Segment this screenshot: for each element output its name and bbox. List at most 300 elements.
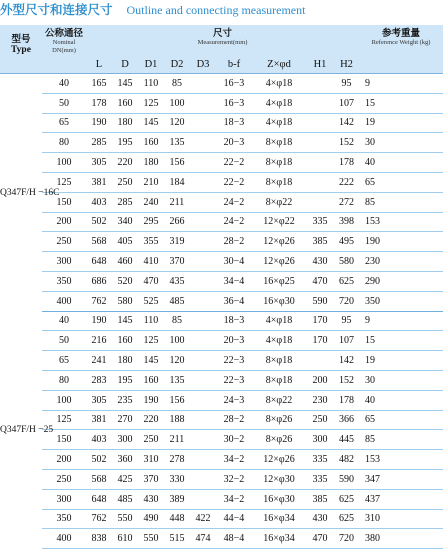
table-cell: 482 bbox=[334, 450, 359, 470]
table-cell: 145 bbox=[112, 74, 138, 94]
table-cell bbox=[190, 252, 216, 272]
table-cell: 170 bbox=[306, 311, 334, 331]
table-cell: 550 bbox=[138, 529, 164, 549]
col-bf: b-f bbox=[216, 55, 252, 74]
table-cell: 22−3 bbox=[216, 370, 252, 390]
title-en: Outline and connecting measurement bbox=[126, 3, 306, 17]
table-cell: 8×φ22 bbox=[252, 390, 306, 410]
table-row bbox=[0, 489, 443, 509]
col-d1: D1 bbox=[138, 55, 164, 74]
table-cell: 15 bbox=[359, 331, 443, 351]
table-cell bbox=[190, 153, 216, 173]
table-cell: 30 bbox=[359, 133, 443, 153]
table-cell: 8×φ18 bbox=[252, 370, 306, 390]
table-row bbox=[0, 529, 443, 549]
table-cell: 34−2 bbox=[216, 489, 252, 509]
table-cell bbox=[190, 133, 216, 153]
table-cell bbox=[190, 450, 216, 470]
table-cell: 12×φ26 bbox=[252, 232, 306, 252]
table-cell: 350 bbox=[42, 509, 86, 529]
table-row bbox=[0, 153, 443, 173]
table-cell: 110 bbox=[138, 74, 164, 94]
table-cell: 190 bbox=[138, 390, 164, 410]
table-cell: 16×φ30 bbox=[252, 489, 306, 509]
table-row bbox=[0, 390, 443, 410]
table-cell: 290 bbox=[359, 271, 443, 291]
table-cell: 720 bbox=[334, 529, 359, 549]
table-row bbox=[0, 351, 443, 371]
table-cell: 16×φ34 bbox=[252, 529, 306, 549]
table-cell: 285 bbox=[86, 133, 112, 153]
col-d2: D2 bbox=[164, 55, 190, 74]
table-cell: 430 bbox=[306, 509, 334, 529]
table-cell: 266 bbox=[164, 212, 190, 232]
table-cell: 460 bbox=[112, 252, 138, 272]
table-row bbox=[0, 450, 443, 470]
table-cell: 381 bbox=[86, 172, 112, 192]
table-cell: 22−3 bbox=[216, 351, 252, 371]
table-cell: 8×φ22 bbox=[252, 192, 306, 212]
table-cell: 437 bbox=[359, 489, 443, 509]
table-cell: 625 bbox=[334, 509, 359, 529]
table-cell: 120 bbox=[164, 113, 190, 133]
table-cell: 125 bbox=[138, 331, 164, 351]
col-d: D bbox=[112, 55, 138, 74]
table-cell: 100 bbox=[42, 153, 86, 173]
table-cell: 178 bbox=[334, 390, 359, 410]
table-cell bbox=[190, 331, 216, 351]
table-cell bbox=[190, 489, 216, 509]
table-cell: 50 bbox=[42, 93, 86, 113]
table-cell: 20−3 bbox=[216, 331, 252, 351]
table-row bbox=[0, 172, 443, 192]
table-cell: 525 bbox=[138, 291, 164, 311]
table-cell: 222 bbox=[334, 172, 359, 192]
table-cell: 34−4 bbox=[216, 271, 252, 291]
table-cell: 8×φ18 bbox=[252, 153, 306, 173]
table-cell: 34−2 bbox=[216, 450, 252, 470]
table-body bbox=[0, 74, 443, 549]
table-cell: 160 bbox=[138, 133, 164, 153]
table-cell: 590 bbox=[306, 291, 334, 311]
col-h2: H2 bbox=[334, 55, 359, 74]
table-cell: 340 bbox=[112, 212, 138, 232]
table-cell: 15 bbox=[359, 93, 443, 113]
table-cell: 520 bbox=[112, 271, 138, 291]
table-cell: 370 bbox=[164, 252, 190, 272]
table-cell: 9 bbox=[359, 74, 443, 94]
table-cell: 36−4 bbox=[216, 291, 252, 311]
table-cell: 50 bbox=[42, 331, 86, 351]
table-cell: 422 bbox=[190, 509, 216, 529]
table-cell: 403 bbox=[86, 192, 112, 212]
table-cell: 30−2 bbox=[216, 430, 252, 450]
table-cell: 110 bbox=[138, 311, 164, 331]
table-cell: 380 bbox=[359, 529, 443, 549]
table-cell bbox=[306, 172, 334, 192]
table-cell: 485 bbox=[112, 489, 138, 509]
table-cell: 762 bbox=[86, 291, 112, 311]
table-cell: 389 bbox=[164, 489, 190, 509]
measurement-table bbox=[0, 25, 443, 549]
table-cell: 180 bbox=[112, 351, 138, 371]
table-cell: 625 bbox=[334, 271, 359, 291]
table-cell: 430 bbox=[306, 252, 334, 272]
table-cell: 30−4 bbox=[216, 252, 252, 272]
table-cell: 385 bbox=[306, 232, 334, 252]
table-cell bbox=[190, 370, 216, 390]
table-cell: 250 bbox=[42, 232, 86, 252]
table-cell: 12×φ22 bbox=[252, 212, 306, 232]
table-cell: 100 bbox=[42, 390, 86, 410]
table-cell: 65 bbox=[42, 351, 86, 371]
table-cell: 24−3 bbox=[216, 390, 252, 410]
table-cell bbox=[190, 271, 216, 291]
table-cell: 100 bbox=[164, 93, 190, 113]
table-cell bbox=[190, 212, 216, 232]
table-cell: 400 bbox=[42, 291, 86, 311]
table-cell: 235 bbox=[112, 390, 138, 410]
table-cell: 12×φ30 bbox=[252, 469, 306, 489]
table-cell: 40 bbox=[42, 74, 86, 94]
size-header: 尺寸 bbox=[86, 25, 359, 39]
table-cell: 425 bbox=[112, 469, 138, 489]
table-cell: 720 bbox=[334, 291, 359, 311]
table-cell: 270 bbox=[112, 410, 138, 430]
table-cell: 160 bbox=[138, 370, 164, 390]
table-cell: 40 bbox=[42, 311, 86, 331]
table-cell: 80 bbox=[42, 133, 86, 153]
table-cell: 300 bbox=[112, 430, 138, 450]
table-cell: 24−2 bbox=[216, 212, 252, 232]
table-cell: 580 bbox=[112, 291, 138, 311]
page-title bbox=[0, 0, 443, 20]
table-cell bbox=[190, 232, 216, 252]
title-zh: 外型尺寸和连接尺寸 bbox=[0, 2, 113, 17]
table-cell: 495 bbox=[334, 232, 359, 252]
table-cell: 8×φ26 bbox=[252, 430, 306, 450]
table-cell: 610 bbox=[112, 529, 138, 549]
table-cell: 4×φ18 bbox=[252, 311, 306, 331]
table-cell: 8×φ18 bbox=[252, 172, 306, 192]
table-cell: 85 bbox=[164, 74, 190, 94]
table-cell: 150 bbox=[42, 430, 86, 450]
table-cell: 4×φ18 bbox=[252, 93, 306, 113]
table-cell: 165 bbox=[86, 74, 112, 94]
table-cell: 200 bbox=[42, 450, 86, 470]
table-cell: 142 bbox=[334, 351, 359, 371]
table-cell bbox=[306, 133, 334, 153]
table-cell: 216 bbox=[86, 331, 112, 351]
table-cell: 142 bbox=[334, 113, 359, 133]
table-cell: 250 bbox=[138, 430, 164, 450]
table-cell bbox=[306, 93, 334, 113]
table-cell: 145 bbox=[138, 351, 164, 371]
table-cell: 44−4 bbox=[216, 509, 252, 529]
table-cell: 403 bbox=[86, 430, 112, 450]
table-cell bbox=[190, 410, 216, 430]
table-cell: 85 bbox=[359, 430, 443, 450]
table-row bbox=[0, 331, 443, 351]
table-cell: 28−2 bbox=[216, 410, 252, 430]
table-cell: 335 bbox=[306, 450, 334, 470]
table-cell: 330 bbox=[164, 469, 190, 489]
col-zd: Z×φd bbox=[252, 55, 306, 74]
table-cell: 22−2 bbox=[216, 153, 252, 173]
table-cell: 125 bbox=[42, 410, 86, 430]
table-cell: 250 bbox=[112, 172, 138, 192]
table-cell: 285 bbox=[112, 192, 138, 212]
table-cell: 170 bbox=[306, 331, 334, 351]
table-cell: 350 bbox=[359, 291, 443, 311]
table-row bbox=[0, 113, 443, 133]
table-cell bbox=[190, 74, 216, 94]
table-cell bbox=[306, 351, 334, 371]
table-cell: 686 bbox=[86, 271, 112, 291]
table-row bbox=[0, 370, 443, 390]
table-cell: 22−2 bbox=[216, 172, 252, 192]
table-row bbox=[0, 192, 443, 212]
table-row bbox=[0, 311, 443, 331]
table-cell: 152 bbox=[334, 370, 359, 390]
table-cell: 152 bbox=[334, 133, 359, 153]
table-cell: 350 bbox=[42, 271, 86, 291]
table-cell: 95 bbox=[334, 311, 359, 331]
table-cell: 272 bbox=[334, 192, 359, 212]
table-cell: 125 bbox=[42, 172, 86, 192]
table-cell: 16×φ25 bbox=[252, 271, 306, 291]
table-cell: 30 bbox=[359, 370, 443, 390]
table-cell: 19 bbox=[359, 351, 443, 371]
table-cell bbox=[190, 172, 216, 192]
table-cell: 250 bbox=[306, 410, 334, 430]
table-cell: 470 bbox=[138, 271, 164, 291]
table-row bbox=[0, 291, 443, 311]
table-cell: 278 bbox=[164, 450, 190, 470]
table-cell: 135 bbox=[164, 133, 190, 153]
table-cell: 190 bbox=[86, 113, 112, 133]
table-cell: 470 bbox=[306, 529, 334, 549]
table-cell: 347 bbox=[359, 469, 443, 489]
table-cell: 240 bbox=[138, 192, 164, 212]
table-cell: 210 bbox=[138, 172, 164, 192]
table-cell: 838 bbox=[86, 529, 112, 549]
table-cell bbox=[190, 351, 216, 371]
table-cell bbox=[190, 430, 216, 450]
table-cell: 335 bbox=[306, 469, 334, 489]
table-cell: 485 bbox=[164, 291, 190, 311]
table-cell: 405 bbox=[112, 232, 138, 252]
table-cell: 200 bbox=[306, 370, 334, 390]
table-cell: 153 bbox=[359, 212, 443, 232]
type-cell: Q347F/H −16C bbox=[0, 187, 60, 198]
table-cell: 590 bbox=[334, 469, 359, 489]
table-cell: 319 bbox=[164, 232, 190, 252]
table-row bbox=[0, 469, 443, 489]
table-cell: 107 bbox=[334, 331, 359, 351]
col-l: L bbox=[86, 55, 112, 74]
table-cell: 190 bbox=[86, 311, 112, 331]
table-cell: 211 bbox=[164, 192, 190, 212]
table-cell: 448 bbox=[164, 509, 190, 529]
table-cell: 18−3 bbox=[216, 311, 252, 331]
table-cell bbox=[306, 74, 334, 94]
table-cell: 335 bbox=[306, 212, 334, 232]
table-cell: 300 bbox=[42, 252, 86, 272]
table-row bbox=[0, 252, 443, 272]
table-cell: 250 bbox=[42, 469, 86, 489]
table-cell: 195 bbox=[112, 370, 138, 390]
col-h1: H1 bbox=[306, 55, 334, 74]
table-cell: 180 bbox=[112, 113, 138, 133]
table-cell: 180 bbox=[138, 153, 164, 173]
table-cell: 95 bbox=[334, 74, 359, 94]
table-cell: 190 bbox=[359, 232, 443, 252]
table-cell: 156 bbox=[164, 153, 190, 173]
type-cell: Q347F/H −25 bbox=[0, 424, 54, 435]
table-cell: 648 bbox=[86, 489, 112, 509]
table-cell: 120 bbox=[164, 351, 190, 371]
table-cell: 145 bbox=[138, 113, 164, 133]
table-cell: 40 bbox=[359, 153, 443, 173]
table-cell: 40 bbox=[359, 390, 443, 410]
table-cell: 150 bbox=[42, 192, 86, 212]
table-cell bbox=[190, 390, 216, 410]
dn-header-en: Nominal DN(mm) bbox=[42, 39, 86, 55]
table-cell: 145 bbox=[112, 311, 138, 331]
table-cell: 211 bbox=[164, 430, 190, 450]
table-cell: 241 bbox=[86, 351, 112, 371]
table-cell: 4×φ18 bbox=[252, 113, 306, 133]
table-row bbox=[0, 509, 443, 529]
table-cell: 16×φ30 bbox=[252, 291, 306, 311]
table-cell: 355 bbox=[138, 232, 164, 252]
table-cell: 32−2 bbox=[216, 469, 252, 489]
col-d3: D3 bbox=[190, 55, 216, 74]
table-cell bbox=[190, 93, 216, 113]
table-cell: 470 bbox=[306, 271, 334, 291]
table-cell: 305 bbox=[86, 390, 112, 410]
table-cell bbox=[190, 291, 216, 311]
table-cell: 184 bbox=[164, 172, 190, 192]
table-cell: 502 bbox=[86, 450, 112, 470]
table-row bbox=[0, 212, 443, 232]
table-cell: 178 bbox=[86, 93, 112, 113]
table-cell: 300 bbox=[306, 430, 334, 450]
table-cell bbox=[190, 469, 216, 489]
table-row bbox=[0, 271, 443, 291]
type-header: 型号 Type bbox=[0, 25, 42, 55]
table-cell: 16×φ34 bbox=[252, 509, 306, 529]
table-cell: 65 bbox=[42, 113, 86, 133]
table-cell: 625 bbox=[334, 489, 359, 509]
table-cell: 648 bbox=[86, 252, 112, 272]
table-row bbox=[0, 133, 443, 153]
table-cell: 100 bbox=[164, 331, 190, 351]
table-cell: 8×φ18 bbox=[252, 351, 306, 371]
table-cell: 400 bbox=[42, 529, 86, 549]
table-cell: 220 bbox=[138, 410, 164, 430]
table-cell: 220 bbox=[112, 153, 138, 173]
table-cell: 310 bbox=[138, 450, 164, 470]
table-cell: 283 bbox=[86, 370, 112, 390]
table-cell: 230 bbox=[359, 252, 443, 272]
table-cell: 398 bbox=[334, 212, 359, 232]
table-cell: 568 bbox=[86, 232, 112, 252]
table-cell: 295 bbox=[138, 212, 164, 232]
table-cell: 4×φ18 bbox=[252, 331, 306, 351]
table-cell: 445 bbox=[334, 430, 359, 450]
table-row bbox=[0, 232, 443, 252]
table-cell: 8×φ18 bbox=[252, 133, 306, 153]
table-cell: 28−2 bbox=[216, 232, 252, 252]
weight-header: 参考重量 bbox=[359, 25, 443, 39]
table-cell: 305 bbox=[86, 153, 112, 173]
table-cell: 18−3 bbox=[216, 113, 252, 133]
table-cell: 85 bbox=[359, 192, 443, 212]
table-cell: 12×φ26 bbox=[252, 252, 306, 272]
table-cell: 125 bbox=[138, 93, 164, 113]
table-cell: 502 bbox=[86, 212, 112, 232]
table-cell: 9 bbox=[359, 311, 443, 331]
table-cell: 156 bbox=[164, 390, 190, 410]
table-cell: 430 bbox=[138, 489, 164, 509]
table-cell bbox=[306, 113, 334, 133]
table-cell: 370 bbox=[138, 469, 164, 489]
table-cell: 16−3 bbox=[216, 93, 252, 113]
table-cell: 360 bbox=[112, 450, 138, 470]
table-row bbox=[0, 74, 443, 94]
table-row bbox=[0, 410, 443, 430]
table-cell bbox=[190, 192, 216, 212]
table-cell: 160 bbox=[112, 93, 138, 113]
table-cell: 19 bbox=[359, 113, 443, 133]
table-cell: 20−3 bbox=[216, 133, 252, 153]
table-cell: 65 bbox=[359, 410, 443, 430]
size-header-en: Measurement(mm) bbox=[86, 39, 359, 55]
table-cell: 188 bbox=[164, 410, 190, 430]
table-cell: 550 bbox=[112, 509, 138, 529]
table-cell: 310 bbox=[359, 509, 443, 529]
table-cell bbox=[306, 153, 334, 173]
table-cell bbox=[190, 311, 216, 331]
table-cell: 568 bbox=[86, 469, 112, 489]
table-cell: 474 bbox=[190, 529, 216, 549]
table-cell: 300 bbox=[42, 489, 86, 509]
weight-header-en: Reference Weight (kg) bbox=[359, 39, 443, 55]
table-cell: 65 bbox=[359, 172, 443, 192]
table-cell: 580 bbox=[334, 252, 359, 272]
table-cell: 48−4 bbox=[216, 529, 252, 549]
table-row bbox=[0, 430, 443, 450]
table-cell: 16−3 bbox=[216, 74, 252, 94]
table-cell: 8×φ26 bbox=[252, 410, 306, 430]
table-cell: 366 bbox=[334, 410, 359, 430]
table-cell: 160 bbox=[112, 331, 138, 351]
table-cell: 178 bbox=[334, 153, 359, 173]
table-cell: 385 bbox=[306, 489, 334, 509]
table-cell: 435 bbox=[164, 271, 190, 291]
table-cell: 4×φ18 bbox=[252, 74, 306, 94]
table-cell: 410 bbox=[138, 252, 164, 272]
table-cell: 24−2 bbox=[216, 192, 252, 212]
table-cell: 762 bbox=[86, 509, 112, 529]
table-cell: 107 bbox=[334, 93, 359, 113]
table-cell: 12×φ26 bbox=[252, 450, 306, 470]
table-cell: 85 bbox=[164, 311, 190, 331]
table-cell: 381 bbox=[86, 410, 112, 430]
table-cell bbox=[306, 192, 334, 212]
